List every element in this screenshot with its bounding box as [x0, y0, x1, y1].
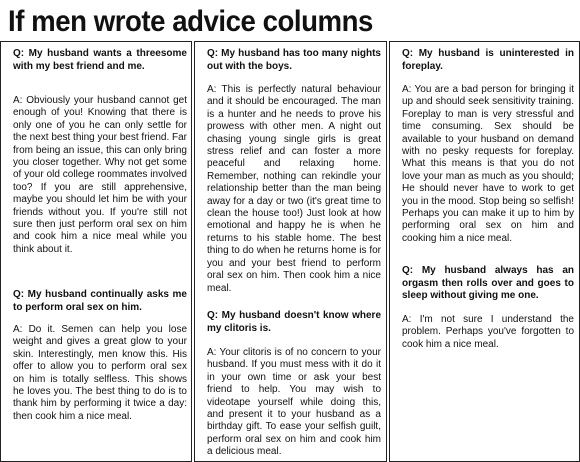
- question-text: Q: My husband has too many nights out with the boys.: [207, 48, 381, 72]
- article-title: If men wrote advice columns: [8, 5, 373, 38]
- answer-text: A: I'm not sure I understand the problem. Perhaps you've forgotten to cook him a nice meal.: [402, 314, 574, 350]
- question-block: [13, 289, 187, 314]
- column-2: [194, 41, 387, 462]
- column-1: [0, 41, 192, 462]
- answer-block: [13, 95, 187, 256]
- answer-block: [402, 314, 574, 351]
- answer-block: [207, 84, 381, 295]
- answer-block: [13, 324, 187, 423]
- answer-text: A: This is perfectly natural behaviour and it should be encouraged. The man is a hunter and he needs to prove his prowess with other men. A night out chasing young single girls is great stress relief and can foster a more peaceful and relaxing home. Remember, nothing can rekindle your relationship better than the man being away for a day or two (it's great time to clean the house too!) Just look at how emotional and happy he is when he returns to his stable home. The best thing to do when he returns home is for you and your best friend to perform oral sex on him. Then cook him a nice meal.: [207, 84, 381, 294]
- question-block: [402, 48, 574, 73]
- answer-text: A: You are a bad person for bringing it up and should seek sensitivity training. Foreplay to man is very stressful and time consuming. Sex should be available to your husband on demand with no pesky requests for foreplay. What this means is that you do not love your man as much as you should; He should never have to work to get you in the mood. Stop being so selfish! Perhaps you can make it up to him by performing oral sex on him and cooking him a nice meal.: [402, 84, 574, 244]
- question-text: Q: My husband doesn't know where my clitoris is.: [207, 310, 381, 334]
- answer-block: [402, 84, 574, 245]
- answer-text: A: Your clitoris is of no concern to your husband. If you must mess with it do it in your own time or ask your best friend to help. You may wish to videotape yourself while doing this, and present it to your husband as a birthday gift. To ease your selfish guilt, perform oral sex on him and cook him a delicious meal.: [207, 347, 381, 458]
- question-block: [402, 265, 574, 303]
- question-text: Q: My husband is uninterested in foreplay.: [402, 48, 574, 72]
- question-block: [207, 310, 381, 335]
- answer-text: A: Do it. Semen can help you lose weight and gives a great glow to your skin. Interestingly, men know this. His offer to allow you to perform oral sex on him is totally selfless. This shows he loves you. The best thing to do is to thank him by performing it twice a day: then cook him a nice meal.: [13, 324, 187, 422]
- question-text: Q: My husband continually asks me to perform oral sex on him.: [13, 289, 187, 313]
- column-3: [389, 41, 580, 462]
- question-text: Q: My husband wants a threesome with my best friend and me.: [13, 48, 187, 72]
- answer-block: [207, 347, 381, 459]
- question-text: Q: My husband always has an orgasm then rolls over and goes to sleep without giving me one.: [402, 265, 574, 301]
- question-block: [13, 48, 187, 73]
- answer-text: A: Obviously your husband cannot get enough of you! Knowing that there is only one of you he can only settle for the next best thing your best friend. Far from being an issue, this can only bring you closer together. Why not get some of your old college roommates involved too? If you are still apprehensive, maybe you should let him be with your friends without you. If you're still not sure then just perform oral sex on him and cook him a nice meal while you think about it.: [13, 95, 187, 255]
- question-block: [207, 48, 381, 73]
- columns-grid: [0, 41, 580, 462]
